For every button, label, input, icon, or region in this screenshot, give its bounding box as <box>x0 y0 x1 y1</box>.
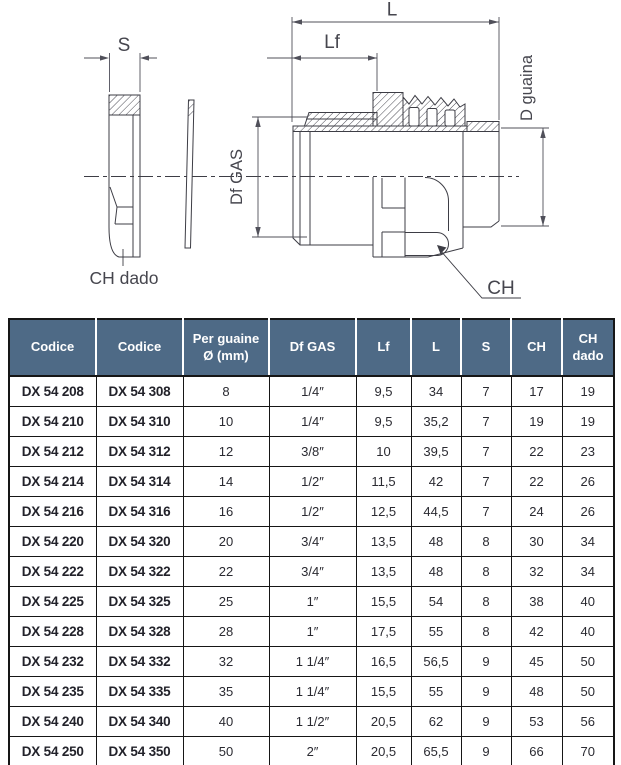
table-cell: 7 <box>461 407 511 437</box>
table-row <box>9 587 614 617</box>
table-cell: 22 <box>511 437 562 467</box>
table-cell: 8 <box>461 557 511 587</box>
table-cell: 1 1/4″ <box>269 647 356 677</box>
table-cell: 32 <box>511 557 562 587</box>
table-cell: 39,5 <box>411 437 461 467</box>
table-cell: 14 <box>183 467 269 497</box>
column-header-codice-1: Codice <box>9 319 96 376</box>
table-cell: 45 <box>511 647 562 677</box>
dimension-df-gas <box>228 117 307 237</box>
table-cell: 9 <box>461 707 511 737</box>
table-cell: 10 <box>356 437 411 467</box>
table-cell: 16 <box>183 497 269 527</box>
table-cell: DX 54 312 <box>96 437 183 467</box>
table-cell: DX 54 232 <box>9 647 96 677</box>
table-row <box>9 437 614 467</box>
table-row <box>9 707 614 737</box>
table-cell: 8 <box>461 587 511 617</box>
table-cell: 16,5 <box>356 647 411 677</box>
table-cell: 15,5 <box>356 587 411 617</box>
table-cell: 70 <box>562 737 614 765</box>
table-cell: 3/4″ <box>269 527 356 557</box>
table-cell: 23 <box>562 437 614 467</box>
table-cell: 25 <box>183 587 269 617</box>
table-cell: DX 54 228 <box>9 617 96 647</box>
table-cell: 55 <box>411 677 461 707</box>
table-cell: 19 <box>511 407 562 437</box>
claw-tooth <box>445 110 455 126</box>
table-cell: 9,5 <box>356 376 411 407</box>
table-cell: 3/4″ <box>269 557 356 587</box>
dimension-d-guaina <box>501 54 549 226</box>
table-cell: 40 <box>562 587 614 617</box>
table-cell: DX 54 328 <box>96 617 183 647</box>
label-ch-group <box>437 245 521 299</box>
table-cell: 35 <box>183 677 269 707</box>
dimension-lf <box>267 32 377 91</box>
table-cell: 7 <box>461 437 511 467</box>
table-cell: 1/2″ <box>269 467 356 497</box>
table-cell: 17 <box>511 376 562 407</box>
table-cell: 1″ <box>269 617 356 647</box>
table-cell: 9 <box>461 677 511 707</box>
table-cell: DX 54 208 <box>9 376 96 407</box>
table-cell: 13,5 <box>356 557 411 587</box>
table-cell: 1/4″ <box>269 407 356 437</box>
table-cell: 13,5 <box>356 527 411 557</box>
table-cell: 42 <box>411 467 461 497</box>
spec-table-container <box>8 318 615 765</box>
table-cell: 24 <box>511 497 562 527</box>
table-cell: DX 54 316 <box>96 497 183 527</box>
label-l: L <box>386 0 398 21</box>
table-cell: DX 54 340 <box>96 707 183 737</box>
table-cell: 1″ <box>269 587 356 617</box>
table-cell: 9 <box>461 647 511 677</box>
table-cell: DX 54 212 <box>9 437 96 467</box>
table-cell: 56 <box>562 707 614 737</box>
table-cell: DX 54 322 <box>96 557 183 587</box>
table-cell: 7 <box>461 467 511 497</box>
table-row <box>9 557 614 587</box>
table-cell: DX 54 240 <box>9 707 96 737</box>
table-cell: 44,5 <box>411 497 461 527</box>
table-row <box>9 467 614 497</box>
label-d-guaina: D guaina <box>518 54 536 122</box>
table-cell: 42 <box>511 617 562 647</box>
column-header-per-guaine: Per guaine Ø (mm) <box>183 319 269 376</box>
table-cell: DX 54 308 <box>96 376 183 407</box>
table-cell: 48 <box>411 557 461 587</box>
claw-tooth <box>427 109 437 127</box>
column-header-lf: Lf <box>356 319 411 376</box>
table-cell: DX 54 350 <box>96 737 183 765</box>
table-cell: DX 54 235 <box>9 677 96 707</box>
table-cell: 3/8″ <box>269 437 356 467</box>
table-cell: 53 <box>511 707 562 737</box>
label-df-gas: Df GAS <box>228 149 246 205</box>
table-cell: 34 <box>562 557 614 587</box>
column-header-s: S <box>461 319 511 376</box>
table-cell: 48 <box>411 527 461 557</box>
table-cell: 20,5 <box>356 737 411 765</box>
column-header-l: L <box>411 319 461 376</box>
table-cell: 2″ <box>269 737 356 765</box>
table-cell: 54 <box>411 587 461 617</box>
table-cell: DX 54 320 <box>96 527 183 557</box>
table-cell: 10 <box>183 407 269 437</box>
table-cell: DX 54 210 <box>9 407 96 437</box>
nut-cap-hatched <box>109 95 140 115</box>
table-cell: 50 <box>562 677 614 707</box>
label-lf: Lf <box>324 32 340 53</box>
table-cell: 7 <box>461 497 511 527</box>
table-cell: 9,5 <box>356 407 411 437</box>
table-cell: 50 <box>183 737 269 765</box>
table-cell: 48 <box>511 677 562 707</box>
table-cell: 1 1/2″ <box>269 707 356 737</box>
table-cell: 55 <box>411 617 461 647</box>
column-header-ch-dado: CH dado <box>562 319 614 376</box>
column-header-ch: CH <box>511 319 562 376</box>
table-cell: 1/2″ <box>269 497 356 527</box>
table-cell: 62 <box>411 707 461 737</box>
table-cell: 9 <box>461 737 511 765</box>
table-cell: 8 <box>461 527 511 557</box>
label-s: S <box>117 35 131 56</box>
table-row <box>9 737 614 765</box>
table-cell: 34 <box>411 376 461 407</box>
table-body <box>9 376 614 765</box>
table-cell: 40 <box>183 707 269 737</box>
datasheet-table <box>8 318 615 765</box>
table-cell: DX 54 220 <box>9 527 96 557</box>
table-cell: 32 <box>183 647 269 677</box>
gland-drawing-svg <box>0 0 621 318</box>
table-cell: 17,5 <box>356 617 411 647</box>
label-ch-dado: CH dado <box>89 268 159 288</box>
table-cell: 26 <box>562 497 614 527</box>
table-cell: 35,2 <box>411 407 461 437</box>
header-row <box>9 319 614 376</box>
table-cell: DX 54 325 <box>96 587 183 617</box>
table-cell: 12 <box>183 437 269 467</box>
gasket-washer <box>185 100 194 248</box>
table-cell: 1 1/4″ <box>269 677 356 707</box>
column-header-codice-2: Codice <box>96 319 183 376</box>
table-row <box>9 647 614 677</box>
table-cell: DX 54 216 <box>9 497 96 527</box>
table-cell: 56,5 <box>411 647 461 677</box>
table-cell: DX 54 222 <box>9 557 96 587</box>
table-cell: 28 <box>183 617 269 647</box>
table-row <box>9 407 614 437</box>
table-row <box>9 527 614 557</box>
table-row <box>9 497 614 527</box>
table-cell: 7 <box>461 376 511 407</box>
table-cell: 26 <box>562 467 614 497</box>
table-cell: 8 <box>183 376 269 407</box>
table-row <box>9 376 614 407</box>
table-cell: DX 54 225 <box>9 587 96 617</box>
label-ch: CH <box>487 278 515 299</box>
table-cell: 22 <box>511 467 562 497</box>
column-header-df-gas: Df GAS <box>269 319 356 376</box>
claw-tooth <box>409 108 419 127</box>
table-cell: 65,5 <box>411 737 461 765</box>
table-cell: 20 <box>183 527 269 557</box>
table-cell: 11,5 <box>356 467 411 497</box>
table-cell: 30 <box>511 527 562 557</box>
table-cell: 20,5 <box>356 707 411 737</box>
table-row <box>9 677 614 707</box>
table-cell: 22 <box>183 557 269 587</box>
table-cell: 38 <box>511 587 562 617</box>
table-cell: 66 <box>511 737 562 765</box>
dimension-s <box>84 35 157 92</box>
gland-body-section <box>293 93 499 258</box>
table-cell: DX 54 310 <box>96 407 183 437</box>
table-cell: DX 54 335 <box>96 677 183 707</box>
table-cell: DX 54 332 <box>96 647 183 677</box>
technical-drawing <box>0 0 621 318</box>
table-cell: 34 <box>562 527 614 557</box>
compression-block <box>373 93 403 127</box>
table-cell: DX 54 314 <box>96 467 183 497</box>
table-cell: 8 <box>461 617 511 647</box>
nut-side-view <box>109 95 140 257</box>
table-cell: 40 <box>562 617 614 647</box>
table-header <box>9 319 614 376</box>
table-row <box>9 617 614 647</box>
table-cell: DX 54 214 <box>9 467 96 497</box>
table-cell: 50 <box>562 647 614 677</box>
label-ch-dado-group <box>89 249 158 288</box>
table-cell: 15,5 <box>356 677 411 707</box>
table-cell: 1/4″ <box>269 376 356 407</box>
table-cell: 19 <box>562 407 614 437</box>
table-cell: 12,5 <box>356 497 411 527</box>
table-cell: 19 <box>562 376 614 407</box>
sleeve-wall <box>293 126 467 132</box>
table-cell: DX 54 250 <box>9 737 96 765</box>
sleeve-end <box>467 122 499 132</box>
